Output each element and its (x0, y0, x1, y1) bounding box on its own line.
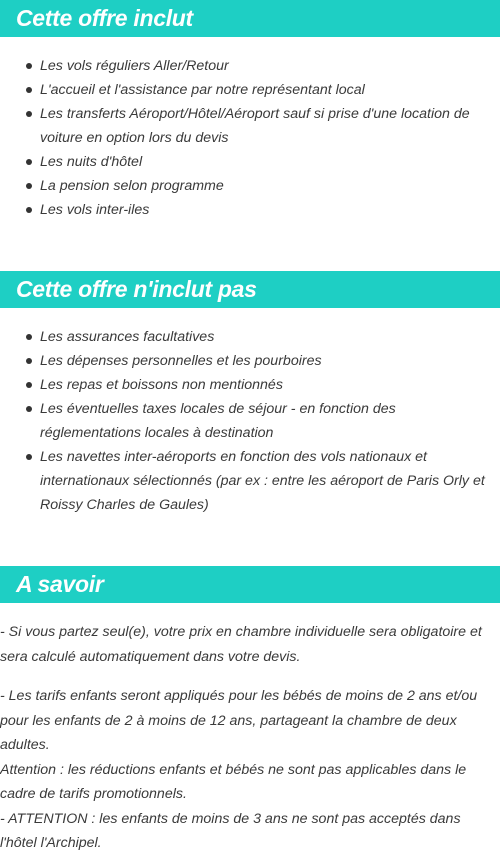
list-item-text: Les repas et boissons non mentionnés (40, 377, 283, 393)
list-item-text: Les transferts Aéroport/Hôtel/Aéroport sauf si prise d'une location de voiture en option lors du devis (40, 106, 470, 146)
excludes-list (0, 325, 500, 517)
info-text: - Si vous partez seul(e), votre prix en chambre individuelle sera obligatoire et sera calculé automatiquement dans votre devis. (0, 624, 482, 665)
list-item (0, 78, 500, 102)
list-item-text: Les éventuelles taxes locales de séjour - en fonction des réglementations locales à destination (40, 401, 396, 441)
bullet-icon (26, 87, 32, 93)
list-item (0, 174, 500, 198)
list-item (0, 54, 500, 78)
includes-header (0, 0, 500, 37)
list-item-text: Les vols réguliers Aller/Retour (40, 58, 229, 74)
bullet-icon (26, 406, 32, 412)
list-item (0, 373, 500, 397)
list-item (0, 198, 500, 222)
list-item (0, 325, 500, 349)
info-text-child-rates: - Les tarifs enfants seront appliqués pour les bébés de moins de 2 ans et/ou pour les enfants de 2 à moins de 12 ans, partageant la chambre de deux adultes. (0, 688, 478, 753)
bullet-icon (26, 382, 32, 388)
info-header (0, 566, 500, 603)
bullet-icon (26, 111, 32, 117)
excludes-title: Cette offre n'inclut pas (16, 276, 257, 302)
list-item-text: La pension selon programme (40, 178, 224, 194)
list-item (0, 349, 500, 373)
excludes-header (0, 271, 500, 308)
list-item (0, 397, 500, 445)
list-item-text: Les dépenses personnelles et les pourboires (40, 353, 322, 369)
bullet-icon (26, 159, 32, 165)
list-item (0, 150, 500, 174)
info-text-attention: Attention : les réductions enfants et bébés ne sont pas applicables dans le cadre de tarifs promotionnels. (0, 761, 467, 802)
bullet-icon (26, 183, 32, 189)
info-title: A savoir (16, 571, 104, 597)
bullet-icon (26, 207, 32, 213)
list-item-text: Les navettes inter-aéroports en fonction des vols nationaux et internationaux sélectionnés (par ex : entre les aéroport de Paris Orly et Roissy Charles de Gaules) (40, 449, 485, 513)
includes-list (0, 54, 500, 222)
list-item-text: Les vols inter-iles (40, 202, 150, 218)
list-item (0, 445, 500, 517)
info-paragraph-single-room (0, 620, 500, 669)
bullet-icon (26, 334, 32, 340)
info-text-age-restriction: - ATTENTION : les enfants de moins de 3 ans ne sont pas acceptés dans l'hôtel l'Archipel. (0, 810, 461, 851)
list-item-text: Les assurances facultatives (40, 329, 215, 345)
list-item-text: Les nuits d'hôtel (40, 154, 143, 170)
bullet-icon (26, 358, 32, 364)
bullet-icon (26, 63, 32, 69)
includes-title: Cette offre inclut (16, 5, 193, 31)
info-paragraph-children (0, 684, 500, 856)
bullet-icon (26, 454, 32, 460)
list-item-text: L'accueil et l'assistance par notre représentant local (40, 82, 365, 98)
list-item (0, 102, 500, 150)
